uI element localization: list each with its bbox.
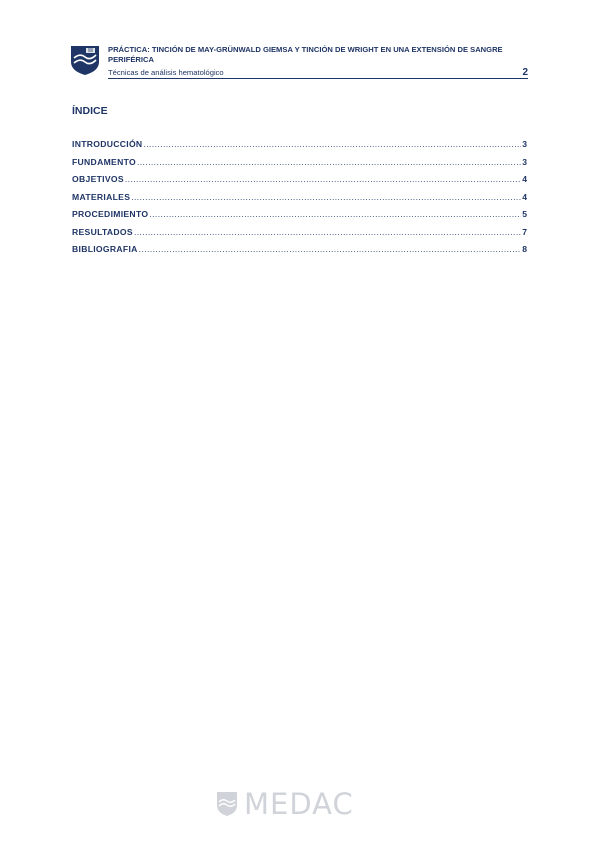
toc-leader-dots bbox=[125, 174, 521, 184]
toc-entry-page: 8 bbox=[522, 244, 527, 254]
toc-leader-dots bbox=[143, 139, 521, 149]
document-subtitle: Técnicas de análisis hematológico bbox=[108, 68, 224, 77]
toc-entry-page: 3 bbox=[522, 156, 527, 167]
toc-entry-label: PROCEDIMIENTO bbox=[72, 209, 149, 219]
toc-entry-resultados[interactable] bbox=[72, 227, 527, 245]
toc-leader-dots bbox=[134, 227, 521, 237]
toc-entry-objetivos[interactable] bbox=[72, 174, 527, 192]
toc-leader-dots bbox=[149, 209, 521, 219]
toc-entry-label: MATERIALES bbox=[72, 191, 131, 202]
toc-entry-page: 5 bbox=[522, 209, 527, 219]
footer-brand: MEDAC bbox=[244, 787, 354, 821]
footer-watermark bbox=[216, 784, 386, 824]
toc-entry-label: OBJETIVOS bbox=[72, 174, 124, 184]
table-of-contents bbox=[72, 139, 527, 262]
toc-entry-label: INTRODUCCIÓN bbox=[72, 139, 143, 149]
toc-entry-fundamento[interactable] bbox=[72, 157, 527, 175]
header-divider bbox=[108, 78, 528, 79]
toc-leader-dots bbox=[131, 192, 521, 202]
toc-entry-page: 4 bbox=[522, 191, 527, 202]
medac-shield-icon bbox=[216, 791, 238, 817]
toc-entry-materiales[interactable] bbox=[72, 192, 527, 210]
toc-leader-dots bbox=[137, 157, 521, 167]
toc-entry-bibliografia[interactable] bbox=[72, 244, 527, 262]
toc-entry-label: FUNDAMENTO bbox=[72, 156, 136, 167]
document-title: PRÁCTICA: TINCIÓN DE MAY-GRÜNWALD GIEMSA Y TINCIÓN DE WRIGHT EN UNA EXTENSIÓN DE SANGRE PERIFÉRICA bbox=[108, 45, 503, 64]
toc-entry-label: RESULTADOS bbox=[72, 226, 133, 237]
index-heading: ÍNDICE bbox=[72, 105, 108, 117]
toc-entry-procedimiento[interactable] bbox=[72, 209, 527, 227]
toc-entry-introduccion[interactable] bbox=[72, 139, 527, 157]
toc-entry-label: BIBLIOGRAFIA bbox=[72, 244, 138, 254]
toc-leader-dots bbox=[139, 244, 522, 254]
toc-entry-page: 7 bbox=[522, 226, 527, 237]
page-number: 2 bbox=[522, 67, 528, 78]
page-header bbox=[70, 44, 528, 82]
medac-logo-icon bbox=[70, 44, 100, 76]
toc-entry-page: 4 bbox=[522, 174, 527, 184]
toc-entry-page: 3 bbox=[522, 139, 527, 149]
